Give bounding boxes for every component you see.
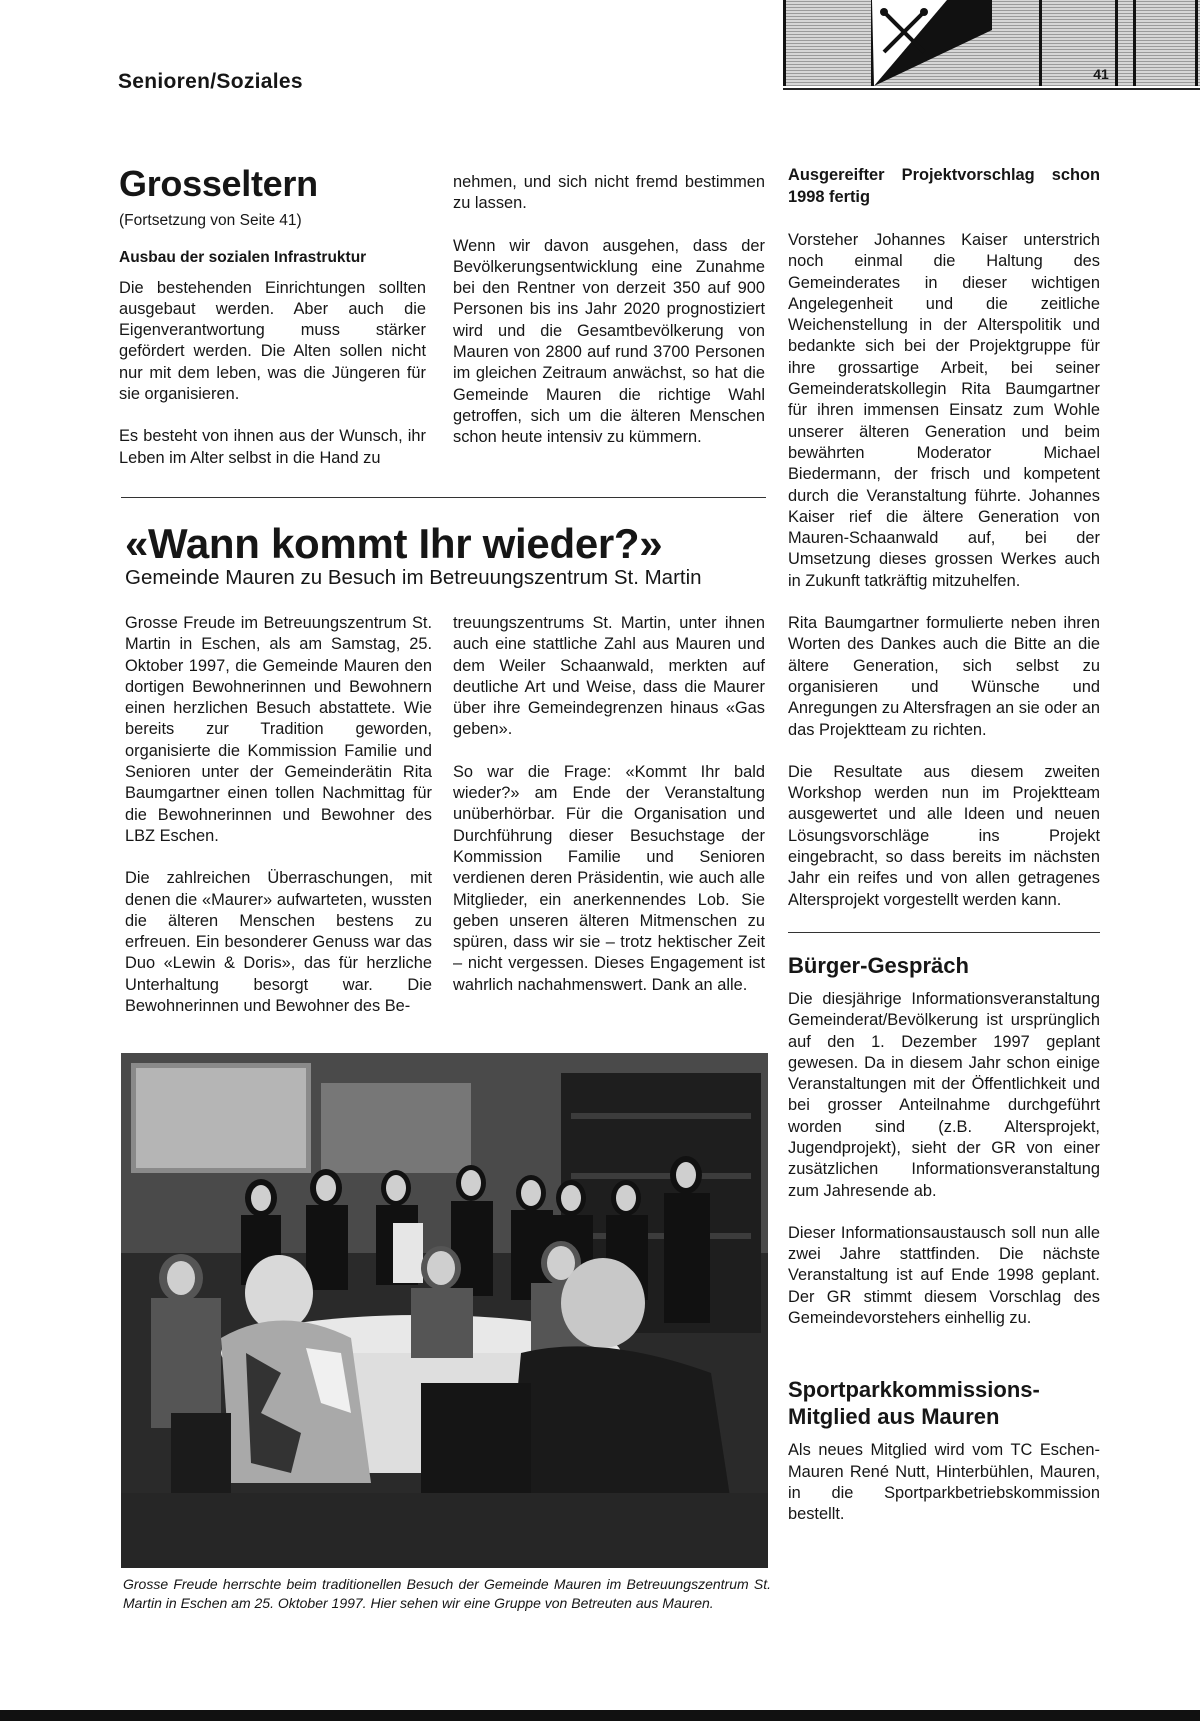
grosseltern-paragraph: Es besteht von ihnen aus der Wunsch, ihr Leben im Alter selbst in die Hand zu [119, 427, 426, 467]
section-label: Senioren/Soziales [118, 70, 303, 93]
sidebar-column [788, 165, 1100, 1526]
sidebar-paragraph: Als neues Mitglied wird vom TC Eschen-Mauren René Nutt, Hinterbühlen, Mauren, in die Sportparkbetriebskommission bestellt. [788, 1441, 1100, 1524]
infrastruktur-subheading: Ausbau der sozialen Infrastruktur [119, 249, 367, 267]
wann-column-1 [125, 613, 432, 1017]
header-band [783, 0, 1200, 90]
sidebar-paragraph: Rita Baumgartner formulierte neben ihren Worten des Dankes auch die Bitte an die ältere Generation, sich selbst zu organisieren und Wünsche und Anregungen zu Altersfragen an sie oder an das Projektteam zu richten. [788, 614, 1100, 739]
grosseltern-title: Grosseltern [119, 163, 318, 204]
grosseltern-paragraph: Wenn wir davon ausgehen, dass der Bevölkerungsentwicklung eine Zunahme bei den Rentner von derzeit 350 auf 900 Personen bis ins Jahr 2020 prognostiziert wird und die Gesamtbevölkerung von Mauren von 2800 auf rund 3700 Personen im gleichen Zeitraum anwächst, so hat die Gemeinde Mauren die richtige Wahl getroffen, sich um die älteren Menschen schon heute intensiv zu kümmern. [453, 236, 765, 447]
page-number: 41 [1093, 66, 1109, 82]
sidebar-paragraph: Die Resultate aus diesem zweiten Workshop werden nun im Projektteam ausgewertet und alle Ideen und neuen Lösungsvorschläge ins Projekt eingebracht, so dass bereits im nächsten Jahr ein reifes und von allen getragenes Altersprojekt vorgestellt werden kann. [788, 762, 1100, 909]
sidebar-divider [788, 932, 1100, 933]
coat-of-arms-icon [872, 0, 992, 86]
photo-caption: Grosse Freude herrschte beim traditionellen Besuch der Gemeinde Mauren im Betreuungszentrum St. Martin in Eschen am 25. Oktober 1997. Hier sehen wir eine Gruppe von Betreuten aus Mauren. [123, 1576, 771, 1611]
wann-paragraph: treuungszentrums St. Martin, unter ihnen auch eine stattliche Zahl aus Mauren und dem Weiler Schaanwald, merkten auf deutliche Art und Weise, dass die Maurer über ihre Gemeindegrenzen hinaus «Gas geben». [453, 614, 765, 739]
projekt-heading: Ausgereifter Projektvorschlag schon 1998 fertig [788, 166, 1100, 206]
grosseltern-paragraph: Die bestehenden Einrichtungen sollten ausgebaut werden. Aber auch die Eigenverantwortung muss stärker gefördert werden. Die Alten sollen nicht nur mit dem leben, was die Jüngeren für sie organisieren. [119, 278, 426, 404]
sidebar-paragraph: Vorsteher Johannes Kaiser unterstrich noch einmal die Haltung des Gemeinderates in dieser wichtigen Angelegenheit und die zeitliche Weichenstellung in der Alterspolitik und bedankte sich bei der Projektgruppe für ihre grossartige Arbeit, bei seiner Gemeinderatskollegin Rita Baumgartner für ihren immensen Einsatz zum Wohle unserer älteren Generation und beim bewährten Moderator Michael Biedermann, der frisch und kompetent durch die Veranstaltung führte. Johannes Kaiser rief die ältere Generation von Mauren-Schaanwald auf, bei der Umsetzung dieses grossen Werkes auch in Zukunft tatkräftig mitzuhelfen. [788, 231, 1100, 590]
buerger-heading: Bürger-Gespräch [788, 952, 969, 978]
wann-subheadline: Gemeinde Mauren zu Besuch im Betreuungszentrum St. Martin [125, 566, 702, 589]
wann-paragraph: Die zahlreichen Überraschungen, mit denen die «Maurer» aufwarteten, wussten die älteren Menschen bestens zu erfreuen. Ein besonderer Genuss war das Duo «Lewin & Doris», das für herzliche Unterhaltung besorgt war. Die Bewohnerinnen und Bewohner des Be- [125, 869, 432, 1016]
sidebar-paragraph: Dieser Informationsaustausch soll nun alle zwei Jahre stattfinden. Die nächste Veranstaltung ist auf Ende 1998 geplant. Der GR stimmt diesem Vorschlag des Gemeindevorstehers einhellig zu. [788, 1223, 1100, 1328]
sidebar-paragraph: Die diesjährige Informationsveranstaltung Gemeinderat/Bevölkerung ist ursprünglich auf den 1. Dezember 1997 geplant gewesen. Da in diesem Jahr schon einige Veranstaltungen mit der Öffentlichkeit und bei grosser Anteilnahme durchgeführt worden sind (z.B. Altersprojekt, Jugendprojekt), sieht der GR von einer zusätzlichen Informationsveranstaltung zum Jahresende ab. [788, 989, 1100, 1200]
article-divider [121, 497, 766, 498]
group-photo [121, 1053, 768, 1568]
wann-paragraph: Grosse Freude im Betreuungszentrum St. Martin in Eschen, als am Samstag, 25. Oktober 1997, die Gemeinde Mauren den dortigen Bewohnerinnen und Bewohnern einen herzlichen Besuch abstattete. Wie bereits zur Tradition geworden, organisierte die Kommission Familie und Senioren unter der Gemeinderätin Rita Baumgartner einen tollen Nachmittag für die Bewohnerinnen und Bewohner des LBZ Eschen. [125, 614, 432, 845]
wann-column-2 [453, 613, 765, 996]
bottom-border [0, 1710, 1200, 1721]
grosseltern-column-2 [453, 172, 765, 449]
wann-headline: «Wann kommt Ihr wieder?» [125, 520, 663, 567]
grosseltern-column-1 [119, 164, 426, 469]
wann-paragraph: So war die Frage: «Kommt Ihr bald wieder?» am Ende der Veranstaltung unüberhörbar. Für die Organisation und Durchführung dieser Besuchstage der Kommission Familie und Senioren verdienen deren Präsidentin, wie auch alle Mitglieder, ein anerkennendes Lob. Sie geben unseren älteren Mitmenschen zu spüren, dass wir sie – trotz hektischer Zeit – nicht vergessen. Dieses Engagement ist wahrlich nachahmenswert. Dank an alle. [453, 762, 765, 994]
continuation-note: (Fortsetzung von Seite 41) [119, 212, 302, 229]
sport-heading: Sportparkkommissions-Mitglied aus Mauren [788, 1377, 1040, 1430]
grosseltern-paragraph: nehmen, und sich nicht fremd bestimmen zu lassen. [453, 173, 765, 213]
